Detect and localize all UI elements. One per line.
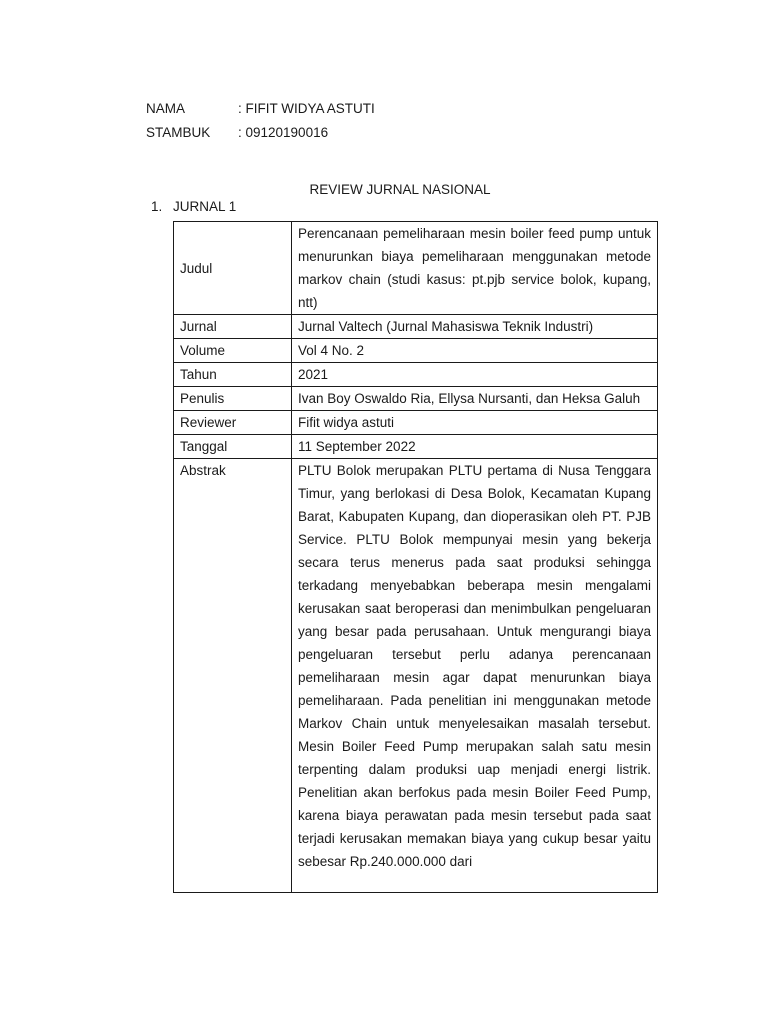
nama-value: : FIFIT WIDYA ASTUTI bbox=[238, 101, 375, 116]
table-row-reviewer bbox=[174, 411, 658, 435]
tanggal-value: 11 September 2022 bbox=[292, 435, 658, 459]
section-heading bbox=[151, 199, 236, 214]
table-row-tahun bbox=[174, 363, 658, 387]
judul-label: Judul bbox=[174, 222, 292, 315]
table-row-tanggal bbox=[174, 435, 658, 459]
stambuk-value: : 09120190016 bbox=[238, 125, 329, 140]
review-table bbox=[173, 221, 658, 893]
reviewer-label: Reviewer bbox=[174, 411, 292, 435]
table-row-volume bbox=[174, 339, 658, 363]
table-row-judul bbox=[174, 222, 658, 315]
document-title: REVIEW JURNAL NASIONAL bbox=[309, 182, 491, 197]
reviewer-value: Fifit widya astuti bbox=[292, 411, 658, 435]
judul-value: Perencanaan pemeliharaan mesin boiler feed pump untuk menurunkan biaya pemeliharaan menggunakan metode markov chain (studi kasus: pt.pjb service bolok, kupang, ntt) bbox=[292, 222, 658, 315]
table-row-jurnal bbox=[174, 315, 658, 339]
volume-value: Vol 4 No. 2 bbox=[292, 339, 658, 363]
penulis-label: Penulis bbox=[174, 387, 292, 411]
table-row-abstrak bbox=[174, 459, 658, 893]
stambuk-label: STAMBUK bbox=[146, 125, 211, 140]
section-number: 1. bbox=[151, 199, 163, 214]
tahun-value: 2021 bbox=[292, 363, 658, 387]
abstrak-value: PLTU Bolok merupakan PLTU pertama di Nusa Tenggara Timur, yang berlokasi di Desa Bolok, Kecamatan Kupang Barat, Kabupaten Kupang, dan dioperasikan oleh PT. PJB Service. PLTU Bolok mempunyai mesin yang bekerja secara terus menerus pada saat produksi sehingga terkadang menyebabkan beberapa mesin mengalami kerusakan saat beroperasi dan menimbulkan pengeluaran yang besar pada perusahaan. Untuk mengurangi biaya pengeluaran tersebut perlu adanya perencanaan pemeliharaan mesin agar dapat menurunkan biaya pemeliharaan. Pada penelitian ini menggunakan metode Markov Chain untuk menyelesaikan masalah tersebut. Mesin Boiler Feed Pump merupakan salah satu mesin terpenting dalam produksi uap menjadi energi listrik. Penelitian akan berfokus pada mesin Boiler Feed Pump, karena biaya perawatan pada mesin tersebut pada saat terjadi kerusakan memakan biaya yang cukup besar yaitu sebesar Rp.240.000.000 dari bbox=[298, 463, 651, 869]
abstrak-label: Abstrak bbox=[174, 459, 292, 893]
section-label: JURNAL 1 bbox=[173, 199, 237, 214]
tanggal-label: Tanggal bbox=[174, 435, 292, 459]
table-row-penulis bbox=[174, 387, 658, 411]
jurnal-label: Jurnal bbox=[174, 315, 292, 339]
penulis-value: Ivan Boy Oswaldo Ria, Ellysa Nursanti, dan Heksa Galuh bbox=[292, 387, 658, 411]
nama-label: NAMA bbox=[146, 101, 186, 116]
volume-label: Volume bbox=[174, 339, 292, 363]
jurnal-value: Jurnal Valtech (Jurnal Mahasiswa Teknik Industri) bbox=[292, 315, 658, 339]
abstrak-cell bbox=[292, 459, 658, 893]
tahun-label: Tahun bbox=[174, 363, 292, 387]
